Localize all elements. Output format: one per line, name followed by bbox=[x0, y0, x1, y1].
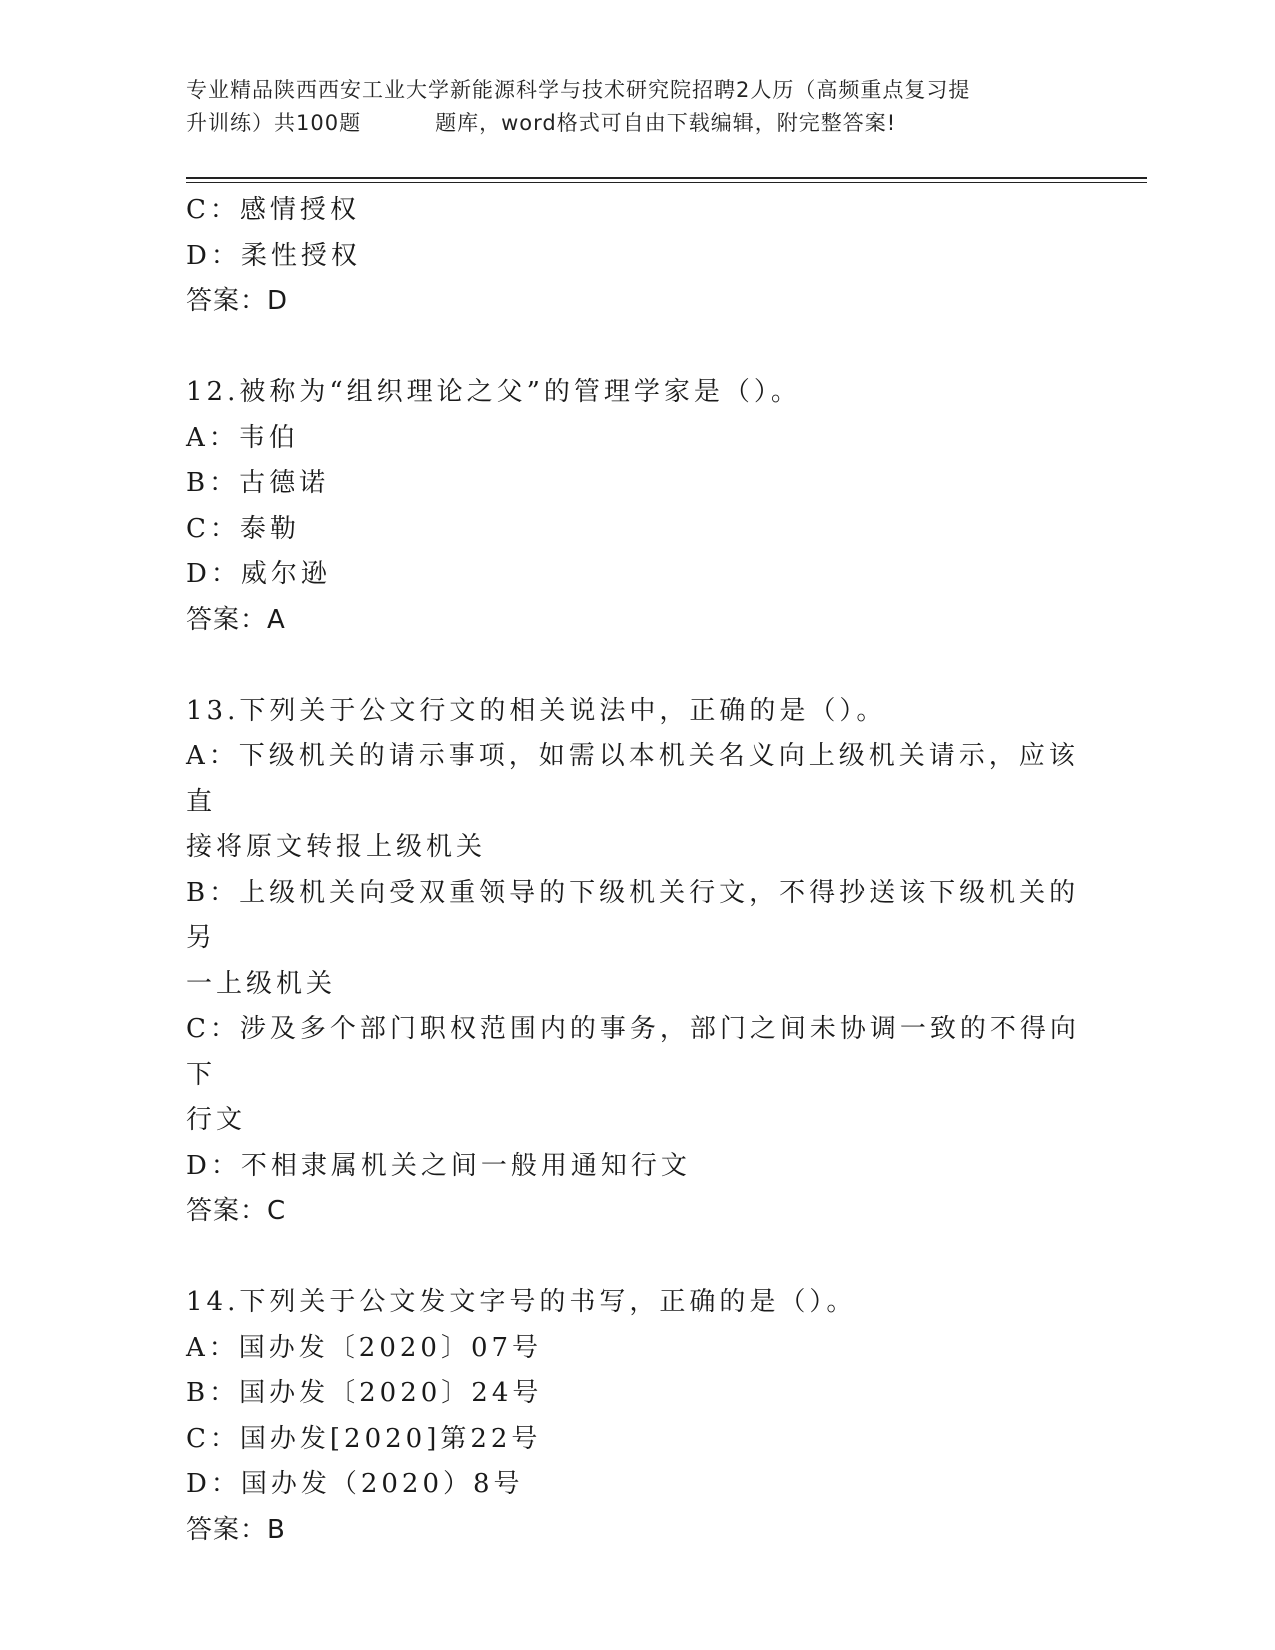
question-12 bbox=[186, 370, 1086, 643]
option-a: A：国办发〔2020〕07号 bbox=[186, 1332, 543, 1363]
option-b: B：国办发〔2020〕24号 bbox=[186, 1378, 543, 1408]
header-title-line-1: 专业精品陕西西安工业大学新能源科学与技术研究院招聘2人历（高频重点复习提 bbox=[186, 78, 971, 102]
answer: 答案：D bbox=[186, 286, 289, 316]
question-stem: 13.下列关于公文行文的相关说法中，正确的是（）。 bbox=[186, 695, 887, 726]
question-stem: 14.下列关于公文发文字号的书写，正确的是（）。 bbox=[186, 1287, 857, 1317]
answer: 答案：A bbox=[186, 604, 286, 635]
option-a-line-2: 接将原文转报上级机关 bbox=[186, 832, 487, 862]
option-c-line-2: 行文 bbox=[186, 1105, 247, 1135]
question-13 bbox=[186, 689, 1086, 1235]
question-stem: 12.被称为“组织理论之父”的管理学家是（）。 bbox=[186, 377, 801, 407]
answer: 答案：B bbox=[186, 1514, 286, 1545]
option-b-line-1: B：上级机关向受双重领导的下级机关行文，不得抄送该下级机关的另 bbox=[186, 877, 1080, 953]
page-header bbox=[186, 74, 1086, 140]
option-d: D：柔性授权 bbox=[186, 240, 361, 271]
option-c-line-1: C：涉及多个部门职权范围内的事务，部门之间未协调一致的不得向下 bbox=[186, 1014, 1080, 1090]
answer: 答案：C bbox=[186, 1196, 287, 1226]
option-b: B：古德诺 bbox=[186, 468, 330, 498]
option-c: C：感情授权 bbox=[186, 195, 360, 225]
option-d: D：国办发（2020）8号 bbox=[186, 1469, 524, 1499]
question-14 bbox=[186, 1280, 1086, 1553]
question-body bbox=[186, 188, 1086, 1553]
question-11-tail bbox=[186, 188, 1086, 325]
header-divider-thick bbox=[186, 177, 1147, 179]
header-title-line-2-left: 升训练）共100题 bbox=[186, 111, 362, 135]
option-d: D：威尔逊 bbox=[186, 559, 331, 589]
option-b-line-2: 一上级机关 bbox=[186, 968, 337, 999]
option-a-line-1: A：下级机关的请示事项，如需以本机关名义向上级机关请示，应该直 bbox=[186, 741, 1079, 817]
option-c: C：泰勒 bbox=[186, 513, 300, 544]
header-title-line-2-right: 题库，word格式可自由下载编辑，附完整答案! bbox=[435, 111, 897, 135]
header-divider-thin bbox=[186, 182, 1147, 183]
header-title-line-2 bbox=[186, 107, 1086, 140]
option-c: C：国办发[2020]第22号 bbox=[186, 1423, 542, 1454]
option-d: D：不相隶属机关之间一般用通知行文 bbox=[186, 1150, 691, 1181]
option-a: A：韦伯 bbox=[186, 422, 299, 453]
